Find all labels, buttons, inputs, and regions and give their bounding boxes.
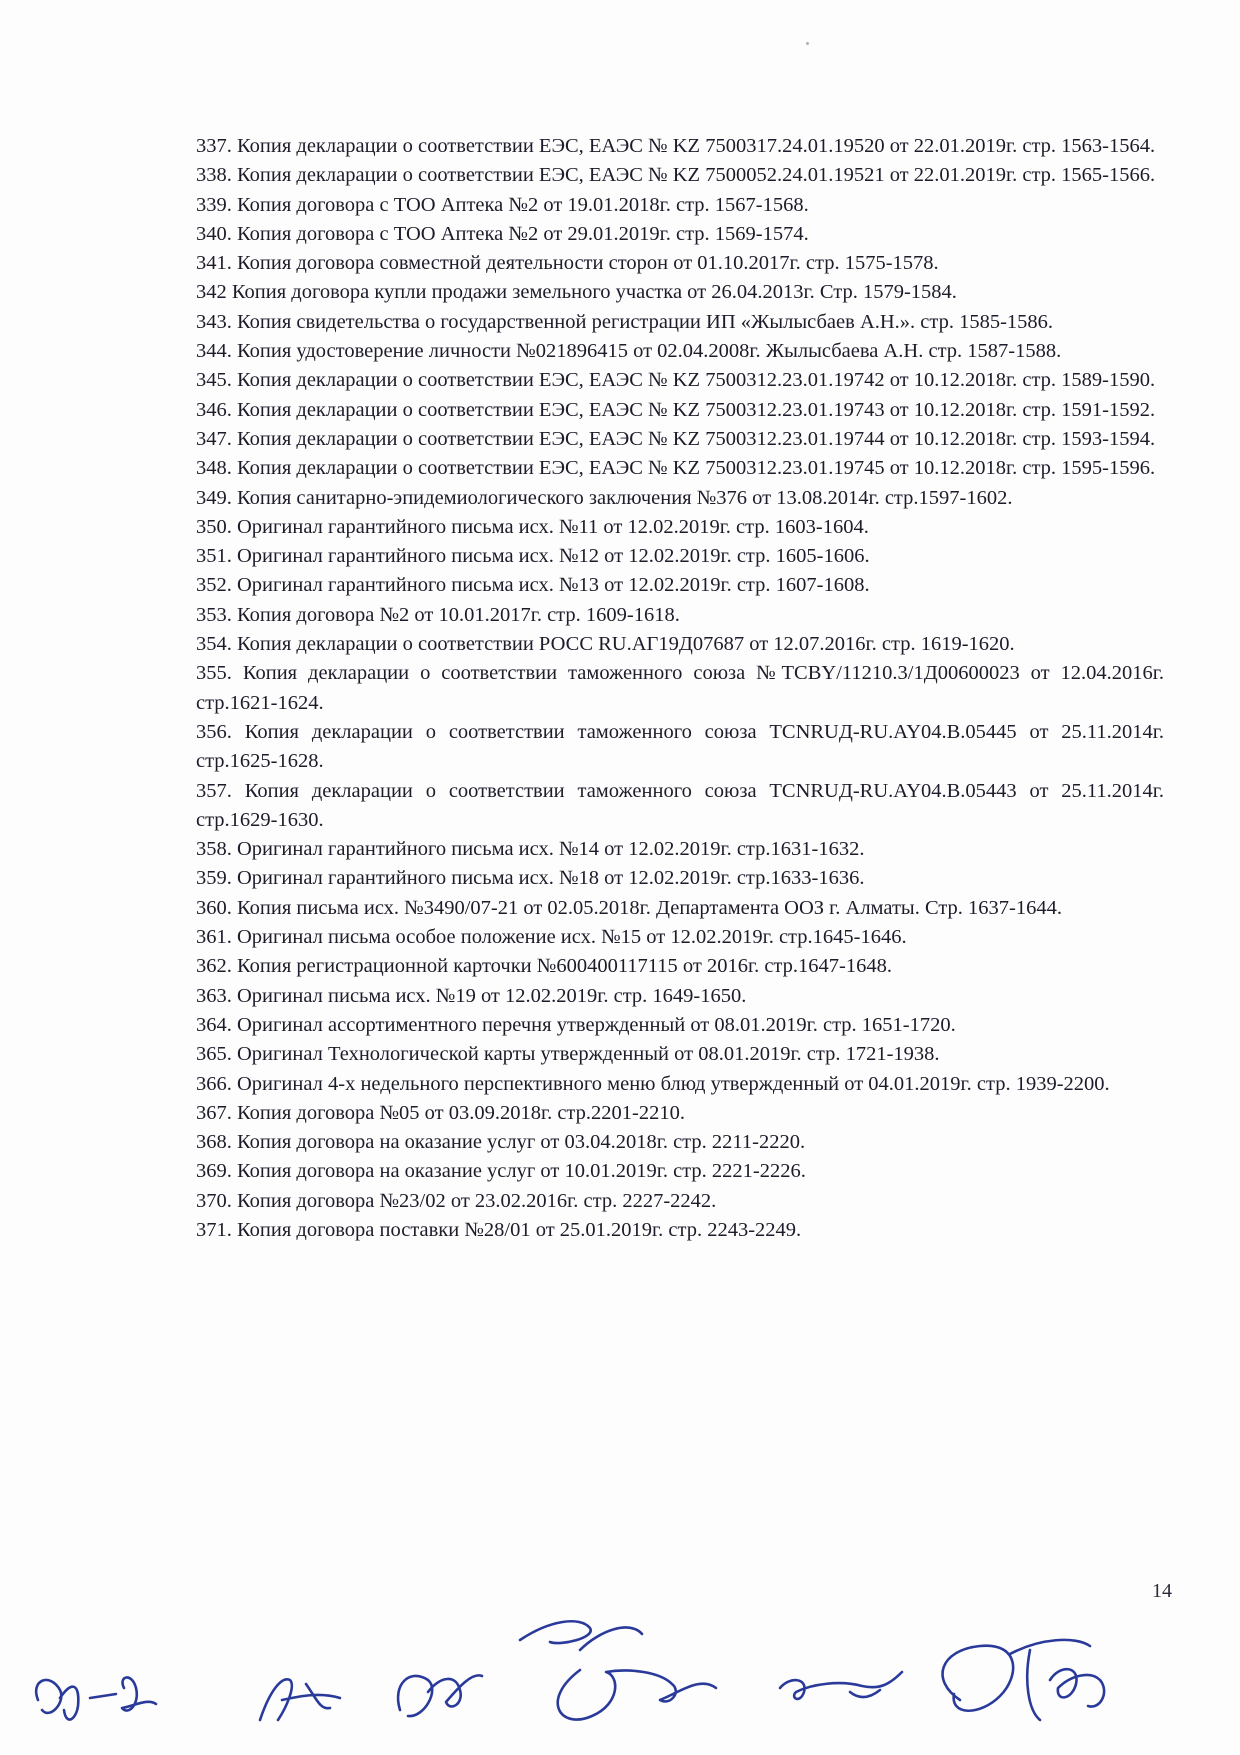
signature-3 bbox=[398, 1675, 482, 1716]
list-item: 364. Оригинал ассортиментного перечня утвержденный от 08.01.2019г. стр. 1651-1720. bbox=[196, 1013, 956, 1036]
list-item: 355. Копия декларации о соответствии таможенного союза №ТСBY/11210.3/1Д00600023 от 12.04.2016г. стр.1621-1624. bbox=[196, 662, 1164, 714]
list-item: 356. Копия декларации о соответствии таможенного союза TCNRUД-RU.AY04.B.05445 от 25.11.2014г. стр.1625-1628. bbox=[196, 720, 1164, 773]
list-item: 343. Копия свидетельства о государственной регистрации ИП «Жылысбаев А.Н.». стр. 1585-1586. bbox=[196, 310, 1054, 333]
list-item: 358. Оригинал гарантийного письма исх. №14 от 12.02.2019г. стр.1631-1632. bbox=[196, 838, 865, 861]
signature-6 bbox=[943, 1640, 1105, 1720]
list-item: 353. Копия договора №2 от 10.01.2017г. стр. 1609-1618. bbox=[196, 603, 680, 626]
list-item: 345. Копия декларации о соответствии ЕЭС, ЕАЭС № KZ 7500312.23.01.19742 от 10.12.2018г. стр. 1589-1590. bbox=[196, 369, 1156, 392]
signature-4 bbox=[520, 1621, 716, 1719]
signature-2 bbox=[260, 1679, 340, 1720]
signatures-row bbox=[20, 1580, 1220, 1750]
list-item: 337. Копия декларации о соответствии ЕЭС, ЕАЭС № KZ 7500317.24.01.19520 от 22.01.2019г. стр. 1563-1564. bbox=[196, 135, 1156, 157]
list-item: 363. Оригинал письма исх. №19 от 12.02.2019г. стр. 1649-1650. bbox=[196, 984, 747, 1007]
list-item: 370. Копия договора №23/02 от 23.02.2016г. стр. 2227-2242. bbox=[196, 1189, 717, 1212]
list-item: 346. Копия декларации о соответствии ЕЭС, ЕАЭС № KZ 7500312.23.01.19743 от 10.12.2018г. стр. 1591-1592. bbox=[196, 398, 1156, 421]
list-item: 341. Копия договора совместной деятельности сторон от 01.10.2017г. стр. 1575-1578. bbox=[196, 252, 939, 275]
signature-1 bbox=[36, 1677, 156, 1719]
list-item: 348. Копия декларации о соответствии ЕЭС, ЕАЭС № KZ 7500312.23.01.19745 от 10.12.2018г. стр. 1595-1596. bbox=[196, 457, 1156, 480]
document-list bbox=[196, 132, 1164, 1245]
list-item: 365. Оригинал Технологической карты утвержденный от 08.01.2019г. стр. 1721-1938. bbox=[196, 1043, 940, 1066]
list-item: 359. Оригинал гарантийного письма исх. №18 от 12.02.2019г. стр.1633-1636. bbox=[196, 867, 865, 890]
list-item: 344. Копия удостоверение личности №021896415 от 02.04.2008г. Жылысбаева А.Н. стр. 1587-1588. bbox=[196, 340, 1062, 363]
page-number: 14 bbox=[1152, 1580, 1172, 1602]
list-item: 361. Оригинал письма особое положение исх. №15 от 12.02.2019г. стр.1645-1646. bbox=[196, 926, 907, 949]
list-item: 340. Копия договора с ТОО Аптека №2 от 29.01.2019г. стр. 1569-1574. bbox=[196, 222, 809, 245]
list-item: 351. Оригинал гарантийного письма исх. №12 от 12.02.2019г. стр. 1605-1606. bbox=[196, 545, 870, 568]
signature-5 bbox=[780, 1672, 902, 1699]
list-item: 368. Копия договора на оказание услуг от 03.04.2018г. стр. 2211-2220. bbox=[196, 1131, 806, 1154]
list-item: 357. Копия декларации о соответствии таможенного союза TCNRUД-RU.AY04.B.05443 от 25.11.2014г. стр.1629-1630. bbox=[196, 779, 1164, 831]
list-item: 366. Оригинал 4-х недельного перспективного меню блюд утвержденный от 04.01.2019г. стр. 1939-2200. bbox=[196, 1072, 1110, 1095]
list-item: 349. Копия санитарно-эпидемиологического заключения №376 от 13.08.2014г. стр.1597-1602. bbox=[196, 486, 1013, 509]
list-item: 371. Копия договора поставки №28/01 от 25.01.2019г. стр. 2243-2249. bbox=[196, 1218, 802, 1241]
scan-speck bbox=[806, 42, 809, 45]
list-item: 369. Копия договора на оказание услуг от 10.01.2019г. стр. 2221-2226. bbox=[196, 1160, 806, 1183]
list-item: 360. Копия письма исх. №3490/07-21 от 02.05.2018г. Департамента ООЗ г. Алматы. Стр. 1637-1644. bbox=[196, 896, 1063, 919]
list-item: 350. Оригинал гарантийного письма исх. №11 от 12.02.2019г. стр. 1603-1604. bbox=[196, 515, 869, 538]
list-item: 347. Копия декларации о соответствии ЕЭС, ЕАЭС № KZ 7500312.23.01.19744 от 10.12.2018г. стр. 1593-1594. bbox=[196, 427, 1156, 450]
list-item: 362. Копия регистрационной карточки №600400117115 от 2016г. стр.1647-1648. bbox=[196, 955, 892, 978]
list-item: 367. Копия договора №05 от 03.09.2018г. стр.2201-2210. bbox=[196, 1101, 685, 1124]
list-item: 352. Оригинал гарантийного письма исх. №13 от 12.02.2019г. стр. 1607-1608. bbox=[196, 574, 870, 597]
list-item: 339. Копия договора с ТОО Аптека №2 от 19.01.2018г. стр. 1567-1568. bbox=[196, 193, 809, 216]
list-item: 354. Копия декларации о соответствии РОСС RU.АГ19Д07687 от 12.07.2016г. стр. 1619-1620. bbox=[196, 633, 1015, 656]
list-item: 338. Копия декларации о соответствии ЕЭС, ЕАЭС № KZ 7500052.24.01.19521 от 22.01.2019г. стр. 1565-1566. bbox=[196, 164, 1156, 187]
list-item: 342 Копия договора купли продажи земельного участка от 26.04.2013г. Стр. 1579-1584. bbox=[196, 281, 957, 304]
